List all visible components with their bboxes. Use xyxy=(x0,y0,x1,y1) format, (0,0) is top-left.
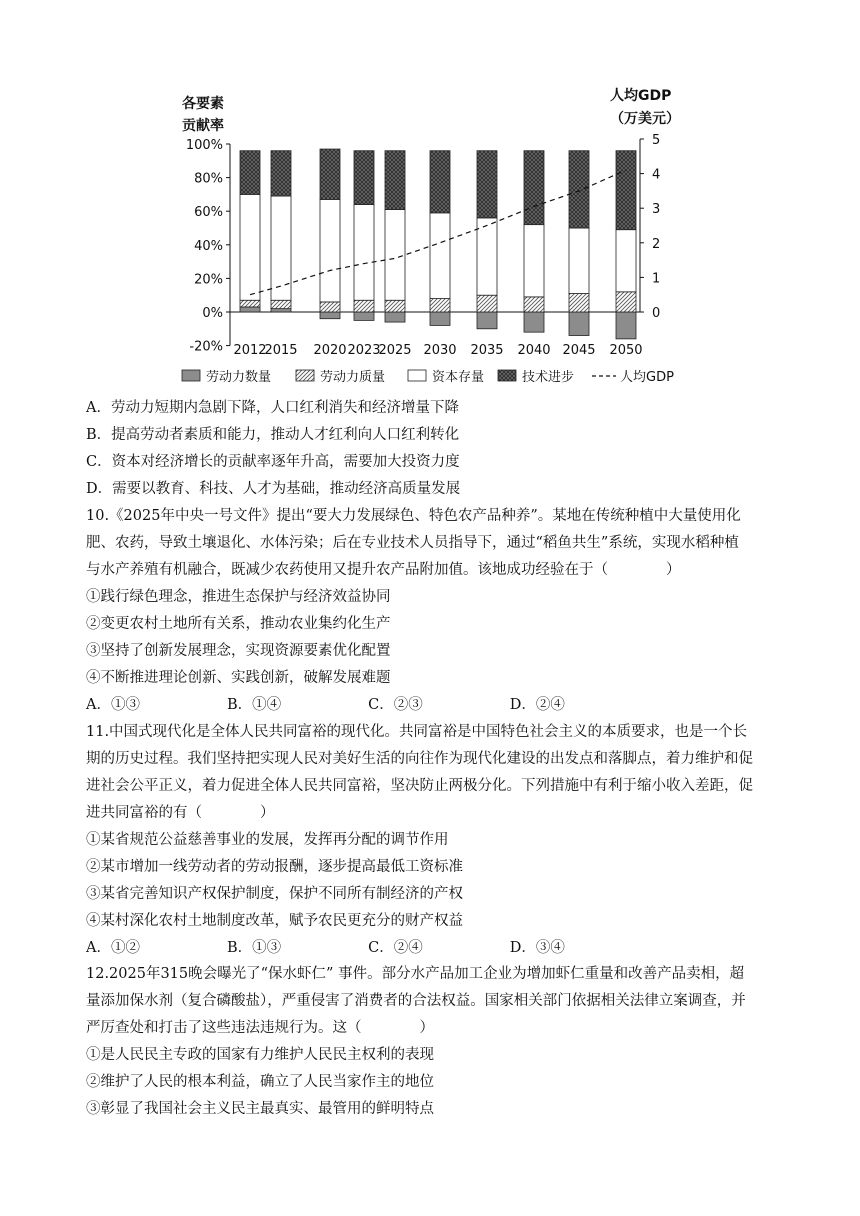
bar-segment-capital xyxy=(385,210,405,301)
y-tick-label: 100% xyxy=(185,138,223,153)
bar-segment-labor-quality xyxy=(524,297,544,312)
bar-segment-capital xyxy=(430,213,450,299)
bar-segment-labor-quality xyxy=(477,295,497,312)
text-line: C．资本对经济增长的贡献率逐年升高，需要加大投资力度 xyxy=(86,454,460,470)
x-tick-label: 2015 xyxy=(264,343,298,358)
bar-segment-technology xyxy=(354,151,374,205)
x-tick-label: 2012 xyxy=(233,343,267,358)
text-line: A．①② B．①③ C．②④ D．③④ xyxy=(86,940,565,956)
text-line: 进共同富裕的有（ ） xyxy=(86,805,275,821)
x-tick-label: 2035 xyxy=(470,343,504,358)
x-tick-labels xyxy=(233,343,642,358)
y2-axis-title-line: （万美元） xyxy=(610,111,680,127)
bar-segment-labor-quality xyxy=(240,300,260,307)
legend-technology-swatch xyxy=(498,370,516,381)
bar-segment-labor-quantity xyxy=(524,312,544,332)
text-line: 严厉查处和打击了这些违法违规行为。这（ ） xyxy=(86,1020,434,1036)
bar-segment-technology xyxy=(240,151,260,195)
x-tick-label: 2020 xyxy=(313,343,347,358)
bar-segment-labor-quality xyxy=(616,292,636,312)
bar-segment-labor-quality xyxy=(354,300,374,312)
bar-segment-labor-quality xyxy=(430,299,450,312)
y-tick-label: -20% xyxy=(189,339,223,355)
text-line: 10.《2025年中央一号文件》提出“要大力发展绿色、特色农产品种养”。某地在传统种植中大量使用化 xyxy=(86,508,741,524)
text-line: 11.中国式现代化是全体人民共同富裕的现代化。共同富裕是中国特色社会主义的本质要求，也是一个长 xyxy=(86,724,748,740)
bar-segment-labor-quality xyxy=(320,302,340,312)
bar-segment-labor-quantity xyxy=(430,312,450,325)
bar-segment-technology xyxy=(569,151,589,228)
text-line: ③坚持了创新发展理念，实现资源要素优化配置 xyxy=(86,643,391,659)
y-tick-label: 0% xyxy=(202,306,223,321)
legend-labor-quantity-label: 劳动力数量 xyxy=(206,370,272,385)
bar-segment-capital xyxy=(616,230,636,292)
text-line: A．劳动力短期内急剧下降，人口红利消失和经济增量下降 xyxy=(86,400,459,416)
text-line: ①某省规范公益慈善事业的发展，发挥再分配的调节作用 xyxy=(86,832,449,848)
bar-segment-capital xyxy=(477,218,497,295)
text-line: 12.2025年315晚会曝光了“保水虾仁” 事件。部分水产品加工企业为增加虾仁重量和改善产品卖相，超 xyxy=(86,966,745,982)
y2-tick-label: 3 xyxy=(652,202,661,218)
text-line: ③彰显了我国社会主义民主最真实、最管用的鲜明特点 xyxy=(86,1101,434,1117)
text-line: 进社会公平正义，着力促进全体人民共同富裕，坚决防止两极分化。下列措施中有利于缩小收入差距，促 xyxy=(86,778,753,794)
bar-segment-labor-quantity xyxy=(569,312,589,336)
bar-segment-capital xyxy=(569,228,589,294)
bar-segment-labor-quantity xyxy=(477,312,497,329)
text-line: ①践行绿色理念，推进生态保护与经济效益协同 xyxy=(86,589,391,605)
bar-segment-technology xyxy=(524,151,544,225)
bar-segment-labor-quantity xyxy=(240,307,260,312)
bar-segment-capital xyxy=(271,196,291,300)
bar-segment-labor-quantity xyxy=(385,312,405,322)
legend-labor-quality-label: 劳动力质量 xyxy=(320,370,386,385)
bar-segment-capital xyxy=(354,204,374,300)
text-line: 期的历史过程。我们坚持把实现人民对美好生活的向往作为现代化建设的出发点和落脚点，着力维护和促 xyxy=(86,751,753,767)
bar-segment-technology xyxy=(271,151,291,196)
bar-segment-labor-quantity xyxy=(616,312,636,339)
text-line: ①是人民民主专政的国家有力维护人民民主权利的表现 xyxy=(86,1047,434,1063)
bar-segment-labor-quality xyxy=(385,300,405,312)
bar-segment-capital xyxy=(320,199,340,301)
text-line: ②维护了人民的根本利益，确立了人民当家作主的地位 xyxy=(86,1074,434,1090)
text-line: 与水产养殖有机融合，既减少农药使用又提升农产品附加值。该地成功经验在于（ ） xyxy=(86,562,681,578)
bar-segment-capital xyxy=(240,194,260,300)
text-line: D．需要以教育、科技、人才为基础，推动经济高质量发展 xyxy=(86,481,461,497)
text-line: ②某市增加一线劳动者的劳动报酬，逐步提高最低工资标准 xyxy=(86,859,463,875)
bar-segment-labor-quantity xyxy=(271,309,291,312)
contribution-chart xyxy=(170,82,690,392)
legend xyxy=(182,369,674,385)
y2-tick-label: 1 xyxy=(652,271,661,287)
x-tick-label: 2030 xyxy=(423,343,457,358)
legend-labor-quality-swatch xyxy=(296,370,314,381)
x-tick-label: 2050 xyxy=(609,343,643,358)
bar-segment-technology xyxy=(320,149,340,199)
x-tick-label: 2045 xyxy=(562,343,596,358)
y2-tick-label: 5 xyxy=(652,133,661,148)
y-axis-title-line2: 贡献率 xyxy=(182,118,224,134)
text-line: ④某村深化农村土地制度改革，赋予农民更充分的财产权益 xyxy=(86,913,463,929)
y2-axis-title xyxy=(610,87,680,127)
bar-segment-technology xyxy=(385,151,405,210)
bar-segment-labor-quality xyxy=(569,294,589,312)
y2-tick-label: 4 xyxy=(652,167,661,183)
legend-labor-quantity-swatch xyxy=(182,370,200,381)
x-tick-label: 2040 xyxy=(517,343,551,358)
y-axis-title-line1: 各要素 xyxy=(182,96,224,112)
bar-segment-labor-quantity xyxy=(320,312,340,319)
y2-axis-title-line: 人均GDP xyxy=(610,88,672,104)
legend-technology-label: 技术进步 xyxy=(522,370,575,385)
bar-segment-technology xyxy=(477,151,497,218)
y2-tick-label: 0 xyxy=(652,306,661,321)
bars xyxy=(240,149,636,339)
y-tick-label: 20% xyxy=(194,272,223,288)
bar-segment-labor-quantity xyxy=(354,312,374,320)
legend-capital-swatch xyxy=(408,370,426,381)
y-tick-label: 60% xyxy=(194,205,223,221)
text-line: A．①③ B．①④ C．②③ D．②④ xyxy=(86,697,565,713)
bar-segment-labor-quality xyxy=(271,300,291,308)
text-line: B．提高劳动者素质和能力，推动人才红利向人口红利转化 xyxy=(86,427,460,443)
text-line: ④不断推进理论创新、实践创新，破解发展难题 xyxy=(86,670,391,686)
y-tick-label: 80% xyxy=(194,171,223,187)
y-tick-label: 40% xyxy=(194,238,223,254)
legend-capital-label: 资本存量 xyxy=(432,370,485,385)
text-line: ③某省完善知识产权保护制度，保护不同所有制经济的产权 xyxy=(86,886,463,902)
x-tick-label: 2025 xyxy=(378,343,412,358)
bar-segment-technology xyxy=(430,151,450,213)
y2-tick-label: 2 xyxy=(652,236,661,252)
text-line: ②变更农村土地所有关系，推动农业集约化生产 xyxy=(86,616,391,632)
x-tick-label: 2023 xyxy=(347,343,381,358)
bar-segment-technology xyxy=(616,151,636,230)
text-line: 肥、农药，导致土壤退化、水体污染；后在专业技术人员指导下，通过“稻鱼共生”系统，实现水稻种植 xyxy=(86,535,739,551)
text-line: 量添加保水剂（复合磷酸盐），严重侵害了消费者的合法权益。国家相关部门依据相关法律立案调查，并 xyxy=(86,993,746,1009)
legend-gdp-label: 人均GDP xyxy=(620,370,674,385)
bar-segment-capital xyxy=(524,225,544,297)
